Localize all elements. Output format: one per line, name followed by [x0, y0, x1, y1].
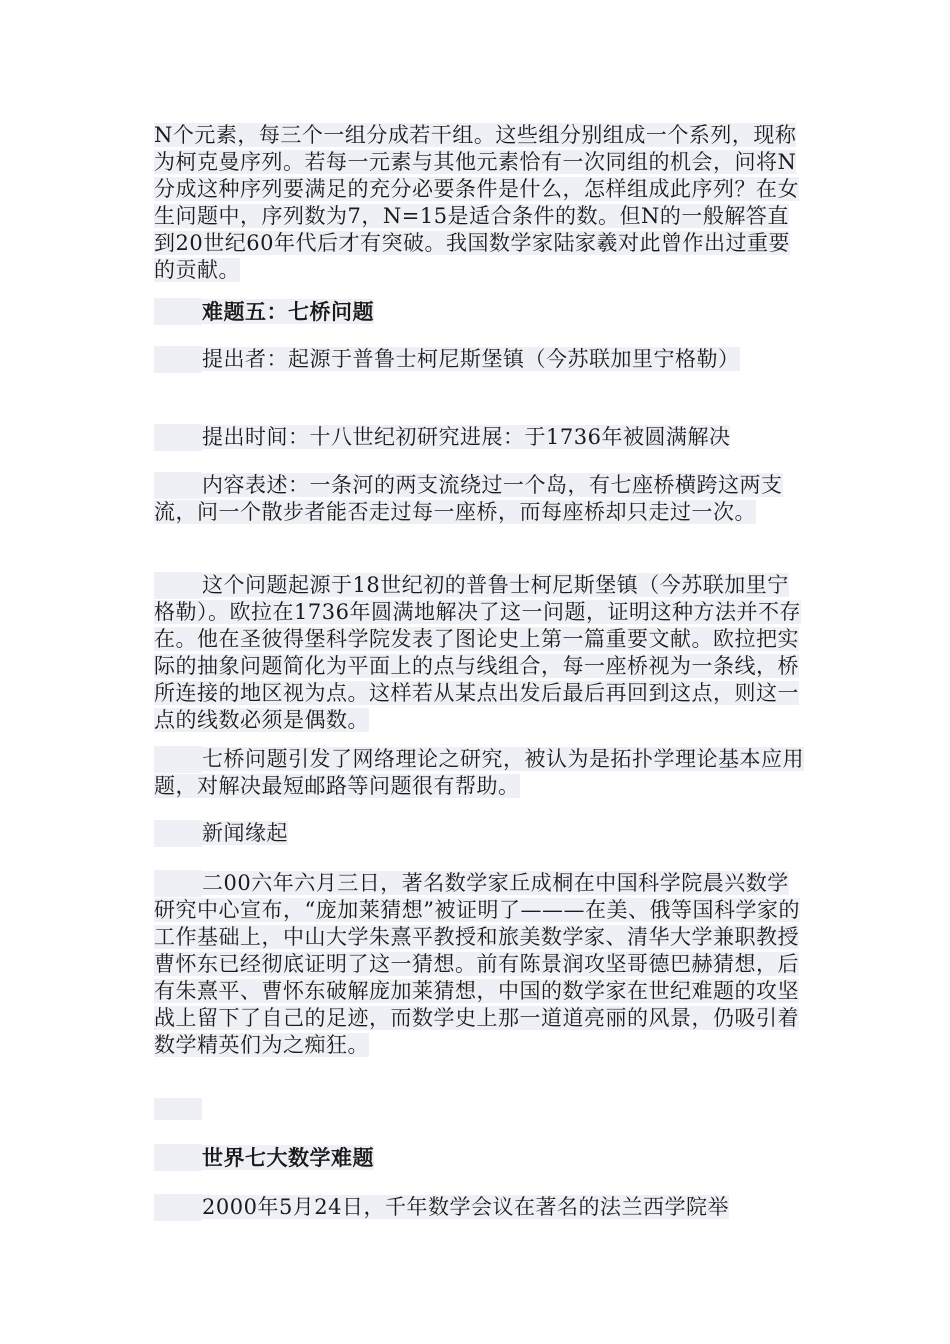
empty-highlight-line	[154, 1098, 202, 1120]
paragraph-euler-history	[154, 572, 804, 734]
paragraph-content-statement	[154, 472, 804, 526]
paragraph-kirkman	[154, 122, 804, 284]
paragraph-news-origin-text: 新闻缘起	[202, 821, 288, 845]
paragraph-proposal-time-text: 提出时间：十八世纪初研究进展：于1736年被圆满解决	[202, 425, 731, 449]
paragraph-news-origin	[154, 820, 804, 847]
paragraph-euler-history-text: 这个问题起源于18世纪初的普鲁士柯尼斯堡镇（今苏联加里宁格勒）。欧拉在1736年圆满地解决了这一问题，证明这种方法并不存在。他在圣彼得堡科学院发表了图论史上第一篇重要文献。欧拉把实际的抽象问题简化为平面上的点与线组合，每一座桥视为一条线，桥所连接的地区视为点。这样若从某点出发后最后再回到这点，则这一点的线数必须是偶数。	[154, 573, 801, 732]
paragraph-millennium-meeting-text: 2000年5月24日，千年数学会议在著名的法兰西学院举	[202, 1195, 730, 1219]
paragraph-proposer	[154, 346, 804, 373]
paragraph-network-theory-text: 七桥问题引发了网络理论之研究，被认为是拓扑学理论基本应用题，对解决最短邮路等问题很有帮助。	[154, 747, 804, 798]
heading-seven-bridges	[154, 298, 804, 325]
paragraph-poincare-text: 二00六年六月三日，著名数学家丘成桐在中国科学院晨兴数学研究中心宣布，“庞加莱猜想”被证明了———在美、俄等国科学家的工作基础上，中山大学朱熹平教授和旅美数学家、清华大学兼职教授曹怀东已经彻底证明了这一猜想。前有陈景润攻坚哥德巴赫猜想，后有朱熹平、曹怀东破解庞加莱猜想，中国的数学家在世纪难题的攻坚战上留下了自己的足迹，而数学史上那一道道亮丽的风景，仍吸引着数学精英们为之痴狂。	[154, 871, 800, 1057]
paragraph-kirkman-text: N个元素，每三个一组分成若干组。这些组分别组成一个系列，现称为柯克曼序列。若每一元素与其他元素恰有一次同组的机会，问将N分成这种序列要满足的充分必要条件是什么，怎样组成此序列？在女生问题中，序列数为7，N=15是适合条件的数。但N的一般解答直到20世纪60年代后才有突破。我国数学家陆家羲对此曾作出过重要的贡献。	[154, 123, 799, 282]
paragraph-millennium-meeting	[154, 1194, 804, 1221]
paragraph-content-statement-text: 内容表述：一条河的两支流绕过一个岛，有七座桥横跨这两支流，问一个散步者能否走过每一座桥，而每座桥却只走过一次。	[154, 473, 783, 524]
paragraph-proposer-text: 提出者：起源于普鲁士柯尼斯堡镇（今苏联加里宁格勒）	[202, 347, 740, 371]
paragraph-proposal-time	[154, 424, 804, 451]
heading-seven-problems	[154, 1144, 804, 1171]
paragraph-poincare	[154, 870, 804, 1059]
heading-seven-problems-text: 世界七大数学难题	[202, 1145, 374, 1170]
paragraph-network-theory	[154, 746, 804, 800]
heading-seven-bridges-text: 难题五：七桥问题	[202, 299, 374, 324]
